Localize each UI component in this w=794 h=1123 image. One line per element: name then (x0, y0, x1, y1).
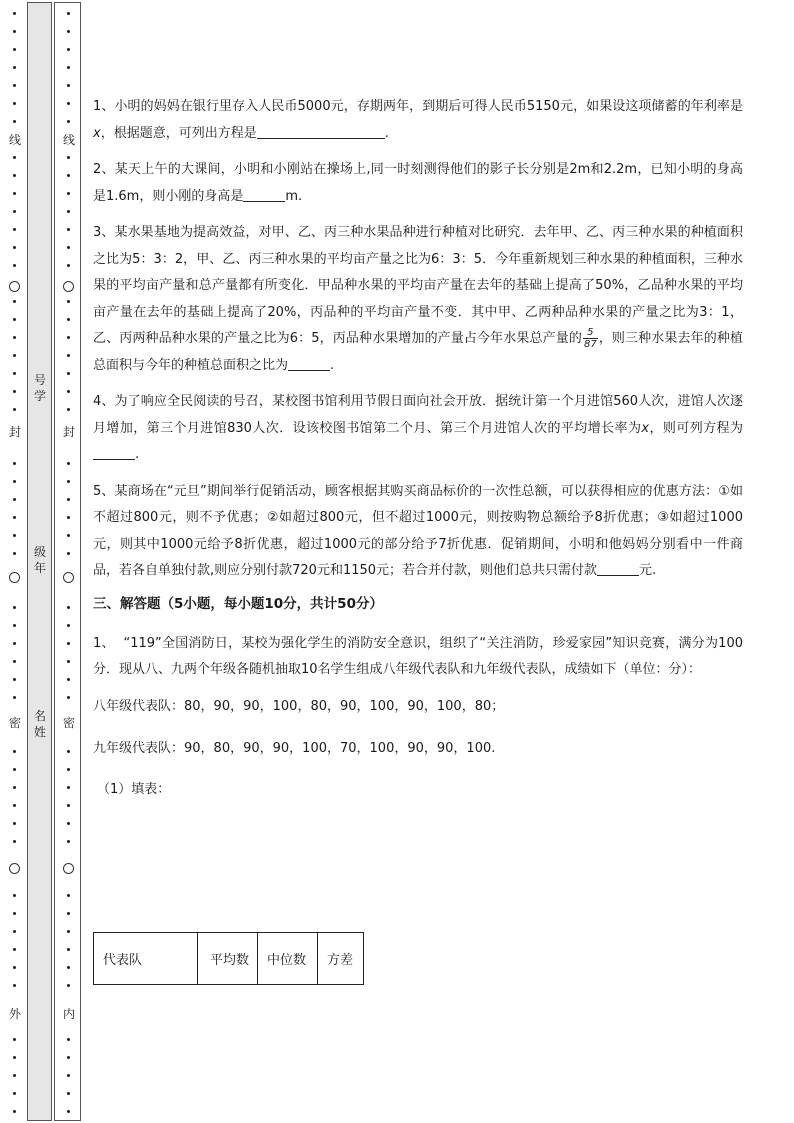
binding-dot (13, 84, 16, 87)
outer-mark-line: 线 (8, 133, 21, 147)
binding-dot (67, 804, 70, 807)
binding-dot (13, 480, 16, 483)
inner-circle (63, 281, 74, 292)
question-text: “119”全国消防日，某校为强化学生的消防安全意识，组织了“关注消防，珍爱家园”知识竞赛，满分为100分．现从八、九两个年级各随机抽取10名学生组成八年级代表队和九年级代表队，成绩如下（单位：分）： (93, 635, 743, 677)
question-2 (93, 157, 743, 210)
binding-dot (13, 48, 16, 51)
binding-dot (13, 624, 16, 627)
binding-dot (67, 408, 70, 411)
binding-dot (67, 984, 70, 987)
variable: x (641, 420, 650, 436)
binding-dot (13, 336, 16, 339)
student-number-label: 号学 (33, 373, 46, 403)
grade9-scores: 九年级代表队：90，80，90，90，100，70，100，90，90，100. (93, 741, 496, 756)
answer-blank[interactable] (243, 187, 285, 202)
outer-dotted-line (9, 0, 21, 1123)
binding-dot (67, 318, 70, 321)
question-4 (93, 389, 743, 469)
question-5 (93, 479, 743, 585)
outer-mark-seal: 封 (8, 425, 21, 439)
question-text: 某天上午的大课间，小明和小刚站在操场上,同一时刻测得他们的影子长分别是2m和2.2m，已知小明的身高是1.6m，则小刚的身高是 (93, 162, 744, 204)
binding-dot (67, 156, 70, 159)
binding-dot (67, 696, 70, 699)
question-text: . (135, 447, 140, 462)
binding-dot (13, 156, 16, 159)
binding-dot (13, 228, 16, 231)
binding-dot (67, 606, 70, 609)
binding-dot (67, 750, 70, 753)
binding-dot (13, 1056, 16, 1059)
binding-dot (67, 660, 70, 663)
inner-circle (63, 863, 74, 874)
question-text: ，根据题意，可列出方程是 (100, 125, 257, 141)
binding-dot (13, 912, 16, 915)
question-text: 某水果基地为提高效益，对甲、乙、丙三种水果品种进行种植对比研究．去年甲、乙、丙三种水果的种植面积之比为5：3：2，甲、乙、丙三种水果的平均亩产量之比为6：3：5．今年重新规划三种水果的种植面积，三种水果的平均亩产量和总产量都有所变化．甲品种水果的平均亩产量在去年的基础上提高了50%，乙品种水果的平均亩产量在去年的基础上提高了20%，丙品种的平均亩产量不变．其中甲、乙两种品种水果的产量之比为3：1，乙、丙两种品种水果的产量之比为6：5，丙品种水果增加的产量占今年水果总产量的 (93, 225, 743, 346)
binding-dot (67, 66, 70, 69)
question-number: 5、 (93, 483, 115, 499)
question-number: 2、 (93, 162, 115, 177)
binding-dot (13, 840, 16, 843)
binding-dot (13, 678, 16, 681)
variable: x (93, 125, 101, 141)
binding-dot (67, 768, 70, 771)
fraction-numerator: 5 (583, 327, 598, 339)
binding-dot (67, 246, 70, 249)
binding-dot (13, 498, 16, 501)
binding-dot (67, 786, 70, 789)
binding-dot (13, 318, 16, 321)
binding-dot (67, 678, 70, 681)
binding-dot (67, 1056, 70, 1059)
binding-dot (13, 696, 16, 699)
binding-dot (13, 948, 16, 951)
outer-mark-outside: 外 (8, 1007, 21, 1021)
binding-dot (13, 66, 16, 69)
binding-dot (13, 30, 16, 33)
inner-dotted-line (63, 0, 75, 1123)
binding-dot (13, 552, 16, 555)
outer-circle (9, 281, 20, 292)
binding-dot (67, 930, 70, 933)
binding-dot (67, 1074, 70, 1077)
grade8-scores: 八年级代表队：80，90，90，100，80，90，100，90，100，80； (93, 698, 505, 714)
binding-dot (67, 624, 70, 627)
binding-dot (67, 300, 70, 303)
binding-dot (13, 642, 16, 645)
inner-mark-seal: 封 (62, 425, 75, 439)
binding-dot (67, 822, 70, 825)
section-title: 三、解答题（5小题，每小题10分，共计50分） (93, 595, 383, 612)
binding-dot (67, 480, 70, 483)
binding-dot (13, 390, 16, 393)
fraction (583, 327, 598, 350)
binding-dot (67, 174, 70, 177)
binding-dot (13, 966, 16, 969)
binding-dot (67, 390, 70, 393)
question-text: 小明的妈妈在银行里存入人民币5000元，存期两年，到期后可得人民币5150元，如果设这项储蓄的年利率是 (114, 99, 743, 114)
answer-question-1 (93, 631, 743, 684)
binding-dot (67, 516, 70, 519)
binding-dot (13, 354, 16, 357)
binding-dot (13, 750, 16, 753)
binding-dot (13, 534, 16, 537)
question-text: ，则三种水果去年的种植总面积与今年的种植总面积之比为 (93, 331, 743, 373)
binding-margin (0, 0, 84, 1123)
binding-dot (13, 1074, 16, 1077)
binding-dot (13, 300, 16, 303)
table-header-mean: 平均数 (198, 933, 258, 985)
answer-blank[interactable] (257, 124, 385, 139)
binding-dot (67, 1038, 70, 1041)
question-text: . (384, 125, 389, 141)
binding-dot (13, 1038, 16, 1041)
binding-dot (67, 210, 70, 213)
binding-dot (67, 372, 70, 375)
binding-dot (67, 498, 70, 501)
binding-dot (13, 210, 16, 213)
binding-dot (67, 462, 70, 465)
binding-dot (67, 48, 70, 51)
question-text: 元. (639, 563, 657, 578)
table-header-team: 代表队 (94, 933, 198, 985)
answer-table (93, 932, 364, 985)
binding-dot (67, 120, 70, 123)
table-header-variance: 方差 (318, 933, 364, 985)
question-text: m. (285, 188, 303, 204)
question-text: ，则可列方程为 (649, 420, 743, 436)
outer-circle (9, 572, 20, 583)
question-number: 1、 (93, 635, 115, 651)
question-text: 为了响应全民阅读的号召，某校图书馆利用节假日面向社会开放．据统计第一个月进馆560人次，进馆人次逐月增加，第三个月进馆830人次．设该校图书馆第二个月、第三个月进馆人次的平均增长率为 (93, 394, 743, 436)
binding-dot (13, 894, 16, 897)
binding-dot (13, 246, 16, 249)
binding-dot (13, 120, 16, 123)
exam-content (93, 94, 743, 803)
binding-dot (67, 1110, 70, 1113)
binding-dot (13, 660, 16, 663)
binding-dot (13, 822, 16, 825)
binding-dot (13, 1110, 16, 1113)
table-row (94, 933, 364, 985)
binding-dot (67, 264, 70, 267)
binding-dot (67, 12, 70, 15)
question-number: 3、 (93, 225, 115, 240)
binding-dot (67, 30, 70, 33)
binding-dot (67, 336, 70, 339)
binding-dot (13, 516, 16, 519)
inner-mark-line: 线 (62, 133, 75, 147)
binding-dot (13, 174, 16, 177)
binding-dot (67, 84, 70, 87)
binding-dot (67, 912, 70, 915)
answer-blank[interactable] (597, 561, 639, 576)
binding-dot (13, 192, 16, 195)
binding-dot (67, 102, 70, 105)
inner-circle (63, 572, 74, 583)
outer-mark-secret: 密 (8, 716, 21, 730)
binding-dot (13, 930, 16, 933)
question-1 (93, 94, 743, 147)
binding-dot (13, 606, 16, 609)
question-text: . (330, 357, 335, 373)
question-number: 1、 (93, 99, 115, 114)
class-label: 级年 (33, 545, 46, 575)
binding-dot (67, 642, 70, 645)
binding-dot (13, 768, 16, 771)
binding-dot (67, 840, 70, 843)
inner-mark-secret: 密 (62, 716, 75, 730)
name-label: 名姓 (33, 709, 46, 739)
binding-dot (67, 948, 70, 951)
inner-mark-inside: 内 (62, 1007, 75, 1021)
binding-dot (13, 372, 16, 375)
binding-dot (13, 786, 16, 789)
binding-dot (67, 228, 70, 231)
binding-dot (13, 804, 16, 807)
binding-dot (67, 354, 70, 357)
table-header-median: 中位数 (258, 933, 318, 985)
binding-dot (13, 1092, 16, 1095)
binding-dot (13, 264, 16, 267)
binding-dot (13, 984, 16, 987)
binding-dot (67, 192, 70, 195)
question-text: 某商场在“元旦”期间举行促销活动，顾客根据其购买商品标价的一次性总额，可以获得相应的优惠方法：①如不超过800元，则不予优惠；②如超过800元，但不超过1000元，则按购物总额给予8折优惠；③如超过1000元，则其中1000元给予8折优惠，超过1000元的部分给予7折优惠．促销期间，小明和他妈妈分别看中一件商品，若各自单独付款,则应分别付款720元和1150元；若合并付款，则他们总共只需付款 (93, 483, 743, 578)
binding-dot (67, 552, 70, 555)
sub-question-1: （1）填表： (97, 781, 171, 797)
binding-dot (67, 894, 70, 897)
answer-blank[interactable] (93, 445, 135, 460)
binding-dot (67, 1092, 70, 1095)
answer-blank[interactable] (288, 356, 330, 371)
binding-dot (13, 102, 16, 105)
binding-dot (67, 534, 70, 537)
fraction-denominator: 87 (583, 339, 597, 350)
question-number: 4、 (93, 394, 115, 409)
binding-dot (13, 462, 16, 465)
question-3 (93, 220, 743, 379)
binding-dot (13, 408, 16, 411)
binding-dot (13, 12, 16, 15)
outer-circle (9, 863, 20, 874)
binding-dot (67, 966, 70, 969)
